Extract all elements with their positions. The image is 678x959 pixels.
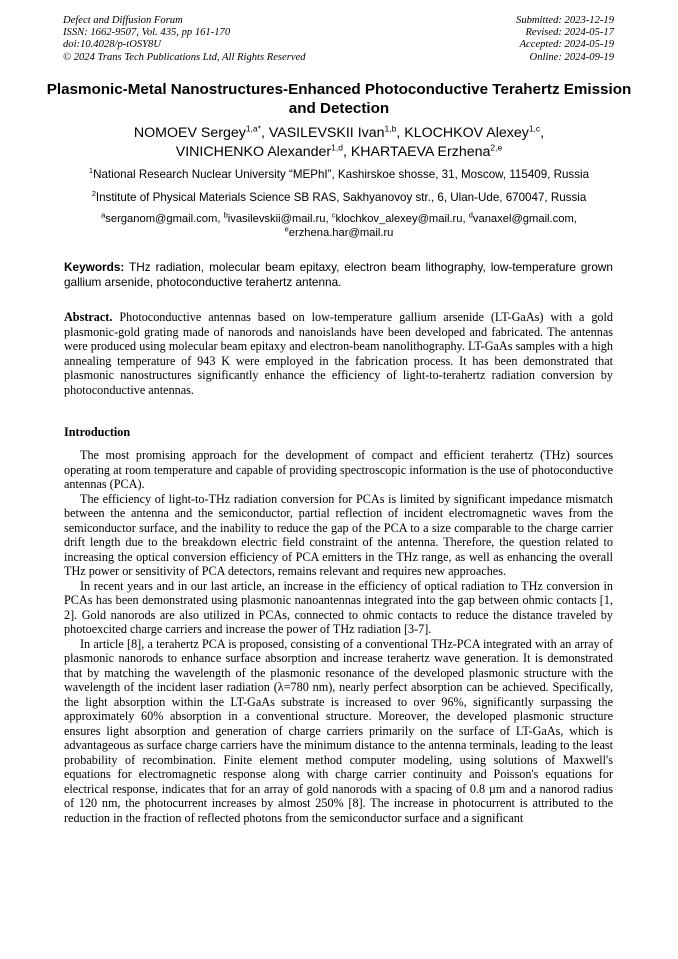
date-online: Online: 2024-09-19 — [529, 51, 614, 63]
affiliation-2 — [30, 191, 648, 205]
journal-doi: doi:10.4028/p-tOSY8U — [63, 39, 161, 51]
author-list — [40, 124, 638, 162]
affiliation-marker: 1 — [88, 166, 94, 176]
author-name: KLOCHKOV Alexey — [404, 125, 529, 141]
author-1: NOMOEV Sergey$^{1,a*}$, — [133, 123, 269, 141]
keywords-text: THz radiation, molecular beam epitaxy, electron beam lithography, low-temperature grown gallium arsenide, photoconductive terahertz antenna. — [64, 260, 613, 289]
journal-info — [63, 15, 306, 64]
journal-copyright: © 2024 Trans Tech Publications Ltd, All Rights Reserved — [63, 51, 306, 63]
paper-title: Plasmonic-Metal Nanostructures-Enhanced Photoconductive Terahertz Emission and Detection — [46, 81, 632, 117]
email-b: $^b$ivasilevskii@mail.ru, — [223, 210, 332, 225]
date-revised: Revised: 2024-05-17 — [525, 27, 614, 39]
abstract-label: Abstract. — [64, 310, 113, 324]
affiliation-text: National Research Nuclear University “MEPhI”, Kashirskoe shosse, 31, Moscow, 115409, Russia — [93, 168, 590, 181]
author-name: KHARTAEVA Erzhena — [350, 144, 491, 160]
paragraph: The most promising approach for the development of compact and efficient terahertz (THz) sources operating at room temperature and capable of providing spectroscopic information is the use of photoconductive antennas (PCA). — [64, 448, 613, 491]
date-accepted: Accepted: 2024-05-19 — [519, 39, 614, 51]
author-2: VASILEVSKII Ivan$^{1,b}$, — [268, 123, 405, 141]
paragraph: In article [8], a terahertz PCA is proposed, consisting of a conventional THz-PCA integrated with an array of plasmonic nanorods to enhance surface absorption and increase terahertz wave generation. It is demonstrated that by matching the wavelength of the plasmonic resonance of the developed plasmonic structure with the wavelength of the incident laser radiation (λ=780 nm), nearly perfect absorption can be achieved. Specifically, the light absorption within the LT-GaAs substrate is increased to over 96%, significantly surpassing the approximately 60% absorption in a conventional structure. Moreover, the developed plasmonic structure ensures light absorption and generation of charge carriers primarily on the surface of LT-GaAs, which is advantageous as surface charge carriers have the minimum distance to the antenna terminals, leading to the least probability of recombination. Finite element method computer modeling, using solutions of Maxwell's equations for electromagnetic response along with charge carrier continuity and Poisson's equations for electrical response, indicates that for an array of gold nanorods with a spacing of 0.8 µm and a nanorod radius of 120 nm, the photocurrent increases by almost 250% [8]. The increase in photocurrent is attributed to the reduction in the fraction of reflected photons from the semiconductor surface and a significant — [64, 636, 613, 825]
abstract-text: Photoconductive antennas based on low-temperature gallium arsenide (LT-GaAs) with a gold plasmonic-gold grating made of nanorods and nanoislands have been developed and fabricated. The antennas were produced using molecular beam epitaxy and electron-beam nanolithography. LT-GaAs samples with a high annealing temperature of 943 K were employed in the fabrication process. It has been demonstrated that plasmonic nanostructures significantly enhance the efficiency of light-to-terahertz radiation conversion by photoconductive antennas. — [64, 310, 614, 397]
email-a: $^a$serganom@gmail.com, — [101, 210, 224, 225]
introduction-body — [64, 448, 613, 825]
paragraph: The efficiency of light-to-THz radiation conversion for PCAs is limited by significant impedance mismatch between the antenna and the semiconductor, partial reflection of incident electromagnetic waves from the semiconductor surface, and the inability to reduce the gap of the PCA to a size comparable to the charge carrier drift length due to the breakdown electric field constraint of the antenna. Therefore, the question related to increasing the optical conversion efficiency of PCA emitters in the THz range, as well as enhancing the overall THz power or sensitivity of PCA detectors, remains relevant and requires new approaches. — [64, 491, 613, 578]
author-name: VASILEVSKII Ivan — [268, 125, 385, 141]
journal-name: Defect and Diffusion Forum — [63, 15, 183, 26]
email-list — [40, 212, 638, 241]
journal-issn: ISSN: 1662-9507, Vol. 435, pp 161-170 — [63, 27, 231, 39]
date-submitted: Submitted: 2023-12-19 — [516, 15, 614, 26]
affiliation-text: Institute of Physical Materials Science SB RAS, Sakhyanovoy str., 6, Ulan-Ude, 670047, Russia — [95, 191, 587, 204]
section-heading-introduction: Introduction — [64, 425, 131, 439]
paragraph: In recent years and in our last article, an increase in the efficiency of optical radiation to THz conversion in PCAs has been demonstrated using plasmonic nanoantennas integrated into the gap between ohmic contacts [1, 2]. Gold nanorods are also utilized in PCAs, connected to ohmic contacts to reduce the distance traveled by photoexcited charge carriers and increase the power of THz radiation [3-7]. — [64, 578, 613, 636]
email-c: $^c$klochkov_alexey@mail.ru, — [331, 210, 469, 225]
publication-dates — [516, 15, 614, 64]
email-d: $^d$vanaxel@gmail.com, — [468, 210, 577, 225]
keywords — [64, 260, 613, 290]
author-affiliation-marker: 1,b — [384, 123, 397, 134]
abstract — [64, 310, 613, 397]
author-affiliation-marker: 2,e — [490, 142, 503, 153]
email-e: $^e$erzhena.har@mail.ru — [284, 224, 394, 240]
author-name: VINICHENKO Alexander — [175, 144, 332, 160]
author-affiliation-marker: 1,a* — [245, 123, 261, 134]
author-affiliation-marker: 1,d — [331, 142, 343, 153]
author-affiliation-marker: 1,c — [528, 123, 541, 134]
author-4: VINICHENKO Alexander$^{1,d}$, — [175, 142, 351, 160]
author-5 — [351, 144, 502, 160]
affiliation-marker: 2 — [91, 189, 96, 199]
author-3: KLOCHKOV Alexey$^{1,c}$, — [404, 123, 545, 141]
affiliation-1 — [30, 168, 648, 182]
author-name: NOMOEV Sergey — [133, 125, 246, 141]
keywords-label: Keywords: — [64, 260, 125, 274]
